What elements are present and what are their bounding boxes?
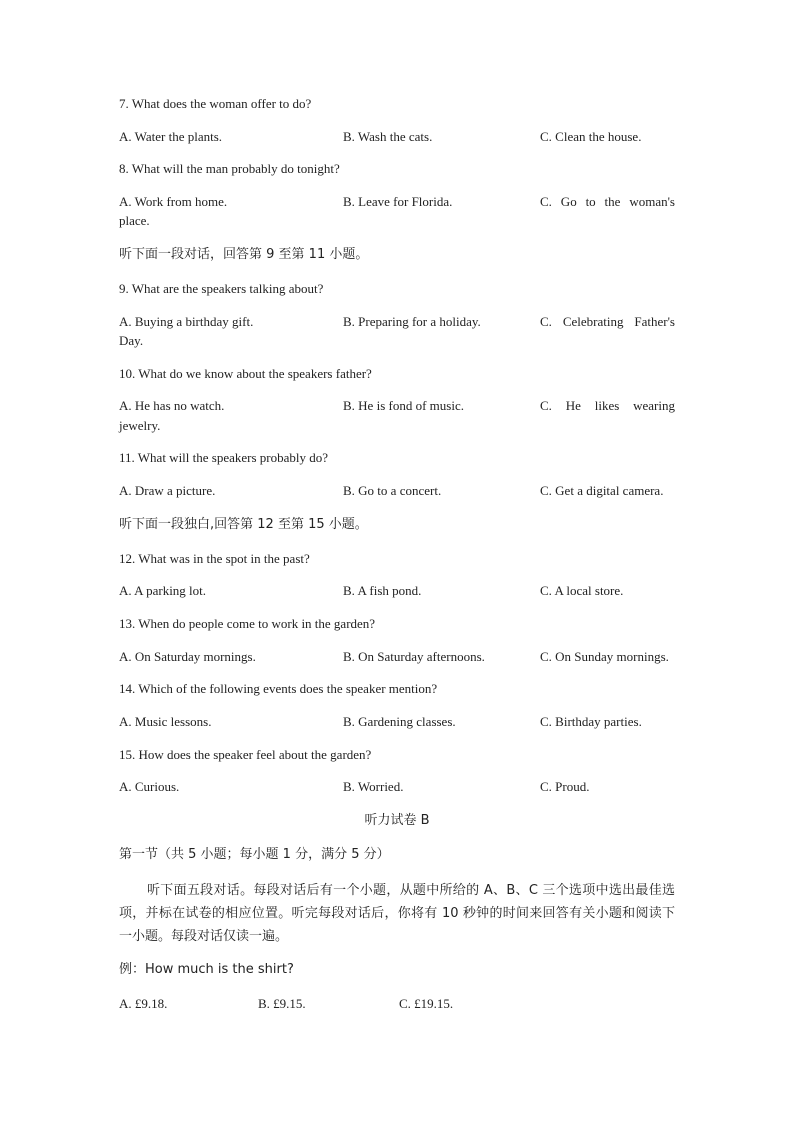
- option-c-continued: jewelry.: [119, 418, 161, 433]
- options-7: [119, 128, 675, 146]
- option-b: B. Wash the cats.: [343, 129, 433, 144]
- options-13: [119, 648, 675, 666]
- option-a: A. On Saturday mornings.: [119, 649, 256, 664]
- options-10: [119, 397, 675, 415]
- section-instruction-9-11: 听下面一段对话，回答第 9 至第 11 小题。: [119, 247, 369, 262]
- options-15: [119, 778, 675, 796]
- option-c: C. £19.15.: [399, 996, 454, 1011]
- instructions-paragraph: 听下面五段对话。每段对话后有一个小题，从题中所给的 A、B、C 三个选项中选出最佳选项，并标在试卷的相应位置。听完每段对话后，你将有 10 秒钟的时间来回答有关小题和阅读下一小题。每段对话仅读一遍。: [119, 883, 675, 944]
- question-13: 13. When do people come to work in the garden?: [119, 616, 376, 631]
- example-question: 例：How much is the shirt?: [119, 962, 294, 977]
- option-c: C. On Sunday mornings.: [540, 649, 669, 664]
- question-7: 7. What does the woman offer to do?: [119, 96, 312, 111]
- option-c-continued: place.: [119, 213, 150, 228]
- options-11: [119, 482, 675, 500]
- options-8: [119, 193, 675, 211]
- option-c: C. He likes wearing: [540, 398, 675, 413]
- exam-page: [119, 0, 675, 1123]
- question-12: 12. What was in the spot in the past?: [119, 551, 310, 566]
- question-9: 9. What are the speakers talking about?: [119, 281, 324, 296]
- question-8: 8. What will the man probably do tonight?: [119, 161, 340, 176]
- question-14: 14. Which of the following events does the speaker mention?: [119, 681, 438, 696]
- option-a: A. £9.18.: [119, 996, 168, 1011]
- question-11: 11. What will the speakers probably do?: [119, 450, 329, 465]
- part-one-heading: 第一节（共 5 小题；每小题 1 分，满分 5 分）: [119, 847, 390, 862]
- options-9: [119, 313, 675, 331]
- option-a: A. Buying a birthday gift.: [119, 314, 254, 329]
- option-c: C. Clean the house.: [540, 129, 642, 144]
- options-14: [119, 713, 675, 731]
- paper-b-title: 听力试卷 B: [364, 813, 430, 828]
- option-a: A. Water the plants.: [119, 129, 223, 144]
- option-b: B. Gardening classes.: [343, 714, 456, 729]
- option-c: C. Get a digital camera.: [540, 483, 664, 498]
- option-c: C. Proud.: [540, 779, 590, 794]
- option-b: B. Preparing for a holiday.: [343, 314, 481, 329]
- question-15: 15. How does the speaker feel about the garden?: [119, 747, 372, 762]
- option-c-continued: Day.: [119, 333, 144, 348]
- option-b: B. £9.15.: [258, 996, 306, 1011]
- option-a: A. Work from home.: [119, 194, 228, 209]
- option-c: C. A local store.: [540, 583, 624, 598]
- option-a: A. A parking lot.: [119, 583, 207, 598]
- option-c: C. Celebrating Father's: [540, 314, 675, 329]
- option-b: B. A fish pond.: [343, 583, 422, 598]
- section-instruction-12-15: 听下面一段独白,回答第 12 至第 15 小题。: [119, 517, 368, 532]
- question-10: 10. What do we know about the speakers father?: [119, 366, 372, 381]
- option-c: C. Go to the woman's: [540, 194, 675, 209]
- option-c: C. Birthday parties.: [540, 714, 642, 729]
- example-options: [119, 995, 675, 1013]
- option-a: A. He has no watch.: [119, 398, 225, 413]
- option-b: B. Worried.: [343, 779, 404, 794]
- options-12: [119, 582, 675, 600]
- option-b: B. Leave for Florida.: [343, 194, 453, 209]
- option-b: B. He is fond of music.: [343, 398, 464, 413]
- option-b: B. Go to a concert.: [343, 483, 442, 498]
- option-a: A. Draw a picture.: [119, 483, 216, 498]
- option-a: A. Music lessons.: [119, 714, 212, 729]
- option-b: B. On Saturday afternoons.: [343, 649, 485, 664]
- option-a: A. Curious.: [119, 779, 180, 794]
